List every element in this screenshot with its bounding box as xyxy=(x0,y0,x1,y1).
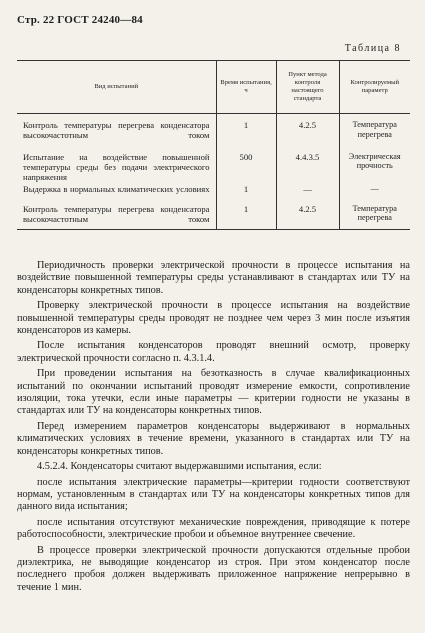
cell-time: 500 xyxy=(216,152,276,184)
test-table xyxy=(17,60,410,230)
table-header-row xyxy=(17,61,410,114)
paragraph: после испытания отсутствуют механические повреждения, приводящие к потере работоспособности, электрические пробои и объемное внутреннее свечение. xyxy=(17,516,410,541)
paragraph: после испытания электрические параметры—критерии годности соответствуют нормам, установленным в стандартах или ТУ на конденсаторы конкретных типов для данного вида испытания; xyxy=(17,476,410,513)
cell-time: 1 xyxy=(216,184,276,204)
cell-method: 4.2.5 xyxy=(276,114,339,152)
table-title: Таблица 8 xyxy=(344,43,401,54)
page-header: Стр. 22 ГОСТ 24240—84 xyxy=(17,14,143,26)
cell-parameter: Температура перегрева xyxy=(339,204,410,230)
paragraph: Перед измерением параметров конденсаторы выдерживают в нормальных климатических условиях в течение времени, указанного в стандартах или ТУ на конденсаторы конкретных типов. xyxy=(17,420,410,457)
cell-method: — xyxy=(276,184,339,204)
cell-test-type: Контроль температуры перегрева конденсатора высокочастотным током xyxy=(17,204,216,230)
cell-test-type: Выдержка в нормальных климатических условиях xyxy=(23,183,210,194)
paragraph: Периодичность проверки электрической прочности в процессе испытания на воздействие повышенной температуры среды устанавливают в стандартах или ТУ на конденсаторы конкретных типов. xyxy=(17,260,410,296)
paragraph: Проверку электрической прочности в процессе испытания на воздействие повышенной температуры среды проводят не позднее чем через 3 мин после изъятия конденсаторов из камеры. xyxy=(17,300,410,337)
cell-parameter: Температура перегрева xyxy=(339,114,410,152)
cell-method: 4.2.5 xyxy=(276,204,339,230)
paragraph: В процессе проверки электрической прочности допускаются отдельные пробои диэлектрика, не выводящие конденсатор из строя. При этом конденсатор после последнего пробоя должен выдерживать приложенное напряжение непрерывно в течение 1 мин. xyxy=(17,544,410,593)
paragraph: 4.5.2.4. Конденсаторы считают выдержавшими испытания, если: xyxy=(37,461,322,473)
table-row xyxy=(17,114,410,152)
column-header-parameter: Контролируемый параметр xyxy=(339,61,410,114)
table-row xyxy=(17,184,410,204)
table-row xyxy=(17,152,410,184)
column-header-time: Время испытания, ч xyxy=(216,61,276,114)
table-row xyxy=(17,204,410,230)
column-header-method: Пункт метода контроля настоящего стандарта xyxy=(276,61,339,114)
paragraph: При проведении испытания на безотказность в случае квалификационных испытаний по окончании испытаний проводят измерение емкости, сопротивление изоляции, тока утечки, если иные параметры — критерии годности не указаны в стандартах или ТУ на конденсаторы конкретных типов. xyxy=(17,368,410,417)
cell-test-type: Контроль температуры перегрева конденсатора высокочастотным током xyxy=(23,120,210,140)
cell-time: 1 xyxy=(216,204,276,230)
cell-method: 4.4.3.5 xyxy=(276,152,339,184)
column-header-test-type: Вид испытаний xyxy=(17,61,216,114)
paragraph: После испытания конденсаторов проводят внешний осмотр, проверку электрической прочности согласно п. 4.3.1.4. xyxy=(17,340,410,364)
cell-test-type: Испытание на воздействие повышенной температуры среды без подачи электрического напряжения xyxy=(23,151,210,182)
body-text xyxy=(17,260,410,597)
cell-parameter: — xyxy=(339,184,410,204)
cell-parameter: Электрическая прочность xyxy=(339,152,410,184)
cell-time: 1 xyxy=(216,114,276,152)
